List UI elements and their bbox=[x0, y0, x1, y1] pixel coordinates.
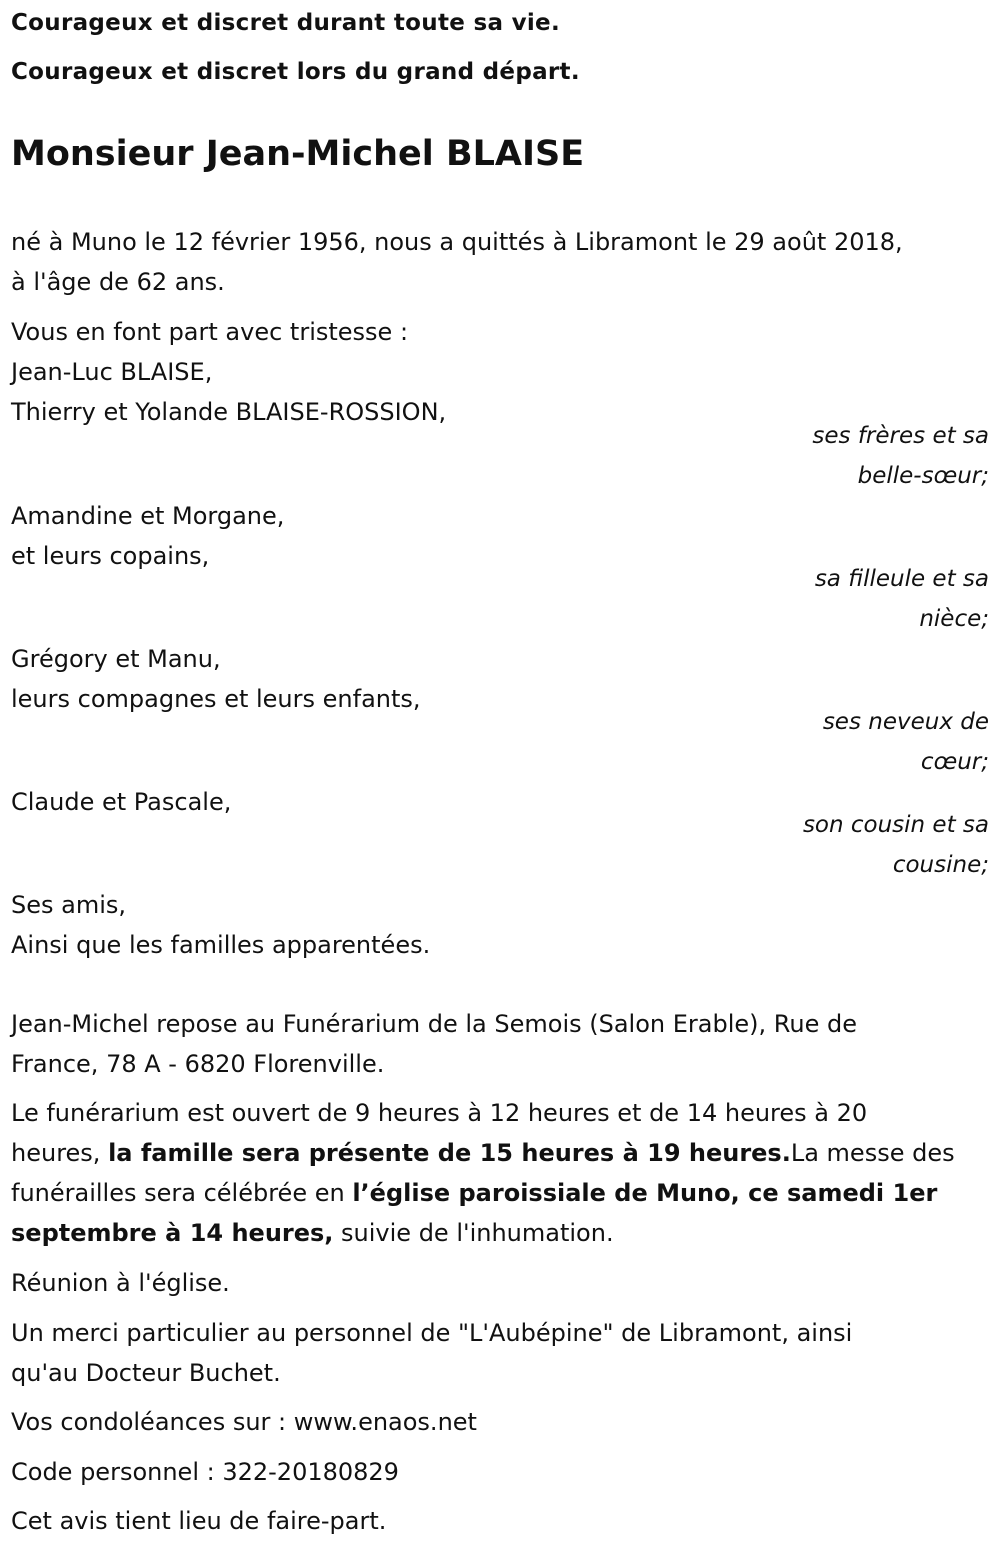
mourner-name: Thierry et Yolande BLAISE-ROSSION, bbox=[11, 398, 447, 426]
mourner-role bbox=[689, 805, 989, 885]
mourner-role-line: belle-sœur; bbox=[857, 463, 989, 489]
funeral-date: septembre à 14 heures, bbox=[11, 1219, 334, 1247]
mourner-role-line: sa filleule et sa bbox=[814, 566, 989, 592]
birth-death-info bbox=[11, 222, 989, 302]
repose-info bbox=[11, 1004, 989, 1084]
condolences-info: Vos condoléances sur : www.enaos.net bbox=[11, 1408, 477, 1436]
thanks-note bbox=[11, 1313, 989, 1393]
thanks-line-2: qu'au Docteur Buchet. bbox=[11, 1359, 281, 1387]
thanks-line-1: Un merci particulier au personnel de "L'Aubépine" de Libramont, ainsi bbox=[11, 1319, 853, 1347]
hours-line-2 bbox=[11, 1133, 989, 1173]
funeral-location: l’église paroissiale de Muno, ce samedi 1er bbox=[352, 1179, 938, 1207]
mourner-name: Amandine et Morgane, bbox=[11, 502, 285, 530]
hours-line-1: Le funérarium est ouvert de 9 heures à 12 heures et de 14 heures à 20 bbox=[11, 1099, 868, 1127]
birth-death-line-2: à l'âge de 62 ans. bbox=[11, 268, 225, 296]
hours-text: funérailles sera célébrée en bbox=[11, 1179, 353, 1207]
mourner-role bbox=[689, 559, 989, 639]
hours-text: heures, bbox=[11, 1139, 109, 1167]
friends-block bbox=[11, 885, 989, 965]
deceased-name: Monsieur Jean-Michel BLAISE bbox=[11, 134, 585, 174]
mourner-role-line: cousine; bbox=[892, 852, 989, 878]
mourner-name: et leurs copains, bbox=[11, 542, 210, 570]
mourner-role-line: son cousin et sa bbox=[802, 812, 989, 838]
personal-code: Code personnel : 322-20180829 bbox=[11, 1458, 399, 1486]
mourner-name: Jean-Luc BLAISE, bbox=[11, 358, 213, 386]
hours-text: suivie de l'inhumation. bbox=[333, 1219, 614, 1247]
repose-line-2: France, 78 A - 6820 Florenville. bbox=[11, 1050, 385, 1078]
mourner-role-line: cœur; bbox=[920, 749, 989, 775]
mourner-role-line: ses frères et sa bbox=[812, 423, 989, 449]
closing-note: Cet avis tient lieu de faire-part. bbox=[11, 1507, 387, 1535]
mourner-role bbox=[689, 416, 989, 496]
friends-line-2: Ainsi que les familles apparentées. bbox=[11, 931, 431, 959]
friends-line-1: Ses amis, bbox=[11, 891, 127, 919]
repose-line-1: Jean-Michel repose au Funérarium de la Semois (Salon Erable), Rue de bbox=[11, 1010, 857, 1038]
mourner-role bbox=[689, 702, 989, 782]
mourners-intro bbox=[11, 312, 989, 432]
mourner-name: Grégory et Manu, bbox=[11, 645, 221, 673]
epigraph-line-1: Courageux et discret durant toute sa vie. bbox=[11, 10, 560, 36]
hours-line-3 bbox=[11, 1173, 989, 1213]
hours-text: La messe des bbox=[790, 1139, 955, 1167]
announce-intro: Vous en font part avec tristesse : bbox=[11, 318, 409, 346]
birth-death-line-1: né à Muno le 12 février 1956, nous a quittés à Libramont le 29 août 2018, bbox=[11, 228, 903, 256]
mourner-name: Claude et Pascale, bbox=[11, 788, 232, 816]
mourner-role-line: ses neveux de bbox=[822, 709, 989, 735]
mourner-role-line: nièce; bbox=[919, 606, 989, 632]
hours-line-4 bbox=[11, 1213, 989, 1253]
family-presence-hours: la famille sera présente de 15 heures à 19 heures. bbox=[108, 1139, 791, 1167]
mourner-name: leurs compagnes et leurs enfants, bbox=[11, 685, 421, 713]
funeral-hours bbox=[11, 1093, 989, 1253]
epigraph-line-2: Courageux et discret lors du grand départ. bbox=[11, 59, 580, 85]
reunion-info: Réunion à l'église. bbox=[11, 1269, 230, 1297]
